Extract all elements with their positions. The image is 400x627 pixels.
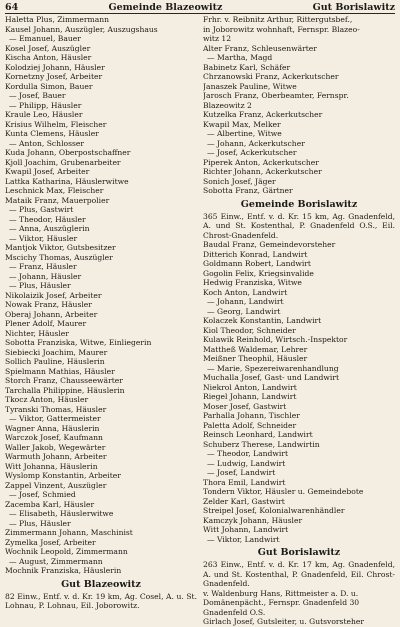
section-info-paragraph: 82 Einw., Entf. v. d. Kr. 19 km, Ag. Cosel, A. u. St. Lohnau, P. Lohnau, Eil. Joborowitz. — [5, 591, 197, 610]
directory-entry: — Johann, Häusler — [9, 271, 82, 281]
directory-entry: — Viktor, Gattermeister — [9, 414, 101, 423]
directory-entry: Kausel Johann, Auszügler, Auszugshaus — [5, 24, 158, 34]
header-center-title: Gemeinde Blazeowitz — [108, 2, 223, 13]
directory-entry: Nichter, Häusler — [5, 328, 69, 338]
directory-entry: — Albertine, Witwe — [207, 129, 282, 138]
directory-entry: Zacemba Karl, Häusler — [5, 499, 95, 509]
directory-entry: — Josef, Bauer — [9, 91, 66, 100]
directory-entry: Mochnik Franziska, Häuslerin — [5, 566, 122, 575]
directory-entry: — Johann, Ackerkutscher — [207, 138, 305, 148]
directory-entry: Baudal Franz, Gemeindevorsteher — [203, 240, 336, 249]
directory-entry: Kuda Johann, Oberpostschaffner — [5, 148, 131, 157]
directory-entry: Mataik Franz, Mauerpolier — [5, 195, 110, 205]
directory-entry: — Josef, Landwirt — [207, 468, 276, 477]
directory-entry: Chrzanowski Franz, Ackerkutscher — [203, 72, 339, 81]
directory-entry: — Franz, Häusler — [9, 262, 77, 271]
left-column — [5, 15, 197, 627]
directory-entry: — Theodor, Häusler — [9, 214, 86, 224]
section-info-paragraph: 365 Einw., Entf. v. d. Kr. 15 km, Ag. Gnadenfeld, A. und St. Kostenthal, P. Gnadenfeld O.S., Eil. Chrost-Gnadenfeld. — [203, 211, 395, 240]
directory-entry: Krisius Wilhelm, Fleischer — [5, 119, 107, 129]
section-heading-gemeinde-borislawitz: Gemeinde Borislawitz — [240, 198, 358, 210]
directory-entry: Zimmermann Johann, Maschinist — [5, 528, 133, 537]
directory-entry: — Anna, Auszüglerin — [9, 224, 90, 233]
directory-entry: witz 12 — [203, 34, 232, 43]
directory-entry: Kamczyk Johann, Häusler — [203, 515, 303, 525]
directory-entry: Moser Josef, Gastwirt — [203, 401, 287, 411]
directory-entry: Oberaj Johann, Arbeiter — [5, 309, 98, 319]
directory-entry: — Plus, Gastwirt — [9, 205, 74, 214]
directory-entry: Kordulla Simon, Bauer — [5, 81, 93, 91]
directory-entry: Wyslomp Konstantin, Arbeiter — [5, 471, 121, 480]
directory-entry: Kolodziej Johann, Häusler — [5, 62, 105, 72]
directory-entry: Jarosch Franz, Oberbeamter, Fernspr. — [203, 91, 349, 100]
directory-entry: in Joborowitz wohnhaft, Fernspr. Blazeo- — [203, 24, 360, 34]
directory-entry: Koch Anton, Landwirt — [203, 287, 288, 297]
directory-entry: Gogolin Felix, Kriegsinvalide — [203, 268, 314, 278]
directory-entry: Siebiecki Joachim, Maurer — [5, 347, 108, 357]
directory-entry: — Plus, Häusler — [9, 281, 71, 290]
directory-entry: Muchalla Josef, Gast- und Landwirt — [203, 373, 340, 382]
directory-entry: Kulawik Reinhold, Wirtsch.-Inspektor — [203, 335, 348, 344]
directory-entry: Sonich Josef, Jäger — [203, 176, 276, 186]
directory-entry: Kornetzny Josef, Arbeiter — [5, 72, 103, 81]
section-heading-gut-blazeowitz: Gut Blazeowitz — [61, 578, 141, 590]
directory-entry: Kutzelka Franz, Ackerkutscher — [203, 110, 323, 119]
directory-entry: — Marie, Spezereiwarenhandlung — [207, 363, 339, 373]
directory-entry: Leschnick Max, Fleischer — [5, 186, 104, 195]
directory-entry: Sollich Pauline, Häuslerin — [5, 357, 105, 366]
directory-entry: Warczok Josef, Kaufmann — [5, 433, 103, 442]
directory-entry: — Philipp, Häusler — [9, 100, 82, 110]
directory-entry: Blazeowitz 2 — [203, 100, 252, 110]
directory-entry: Kunta Clemens, Häusler — [5, 129, 99, 138]
directory-entry: Zappel Vinzent, Auszügler — [5, 480, 107, 490]
directory-entry: Sobotta Franz, Gärtner — [203, 186, 293, 195]
directory-entry: Goldmann Robert, Landwirt — [203, 259, 311, 268]
directory-entry: Paletta Adolf, Schneider — [203, 420, 297, 430]
directory-entry: — August, Zimmermann — [9, 556, 103, 566]
directory-entry: — Theodor, Landwirt — [207, 449, 289, 458]
directory-entry: Kwapil Max, Melker — [203, 119, 281, 129]
directory-entry: — Elisabeth, Häuslerwitwe — [9, 509, 114, 518]
directory-entry: Haletta Plus, Zimmermann — [5, 15, 110, 24]
directory-entry: Riegel Johann, Landwirt — [203, 392, 297, 401]
directory-entry: — Ludwig, Landwirt — [207, 458, 286, 468]
directory-entry: Waller Jakob, Wegewärter — [5, 442, 106, 452]
directory-entry: Piperek Anton, Ackerkutscher — [203, 157, 319, 167]
directory-entry: Wochnik Leopold, Zimmermann — [5, 547, 128, 556]
directory-entry: Kosel Josef, Auszügler — [5, 43, 91, 53]
directory-entry: Kwapil Josef, Arbeiter — [5, 167, 90, 176]
directory-entry: Lattka Katharina, Häuslerwitwe — [5, 176, 129, 186]
directory-entry: Witt Johanna, Häuslerin — [5, 461, 98, 471]
directory-entry: Mscichy Thomas, Auszügler — [5, 252, 113, 262]
directory-entry: — Emanuel, Bauer — [9, 34, 81, 43]
directory-entry: Babinetz Karl, Schäfer — [203, 62, 291, 72]
directory-entry: Kraule Leo, Häusler — [5, 110, 83, 119]
directory-entry: — Josef, Ackerkutscher — [207, 148, 297, 157]
section-info-paragraph: 263 Einw., Entf. v. d. Kr. 17 km, Ag. Gnadenfeld, A. und St. Kostenthal, P. Gnadenfeld, Eil. Chrost-Gnadenfeld. — [203, 560, 395, 588]
directory-entry: — Johann, Landwirt — [207, 297, 284, 306]
header-right-title: Gut Borislawitz — [312, 2, 395, 13]
directory-entry: Niekrol Anton, Landwirt — [203, 382, 297, 392]
directory-entry: Kiol Theodor, Schneider — [203, 325, 296, 335]
directory-entry: Witt Johann, Landwirt — [203, 525, 289, 534]
directory-entry: Tyranski Thomas, Häusler — [5, 404, 107, 414]
directory-entry: v. Waldenburg Hans, Rittmeister a. D. u. — [203, 588, 359, 598]
directory-entry: Janaszek Pauline, Witwe — [203, 81, 297, 91]
directory-entry: Domänenpächt., Fernspr. Gnadenfeld 30 — [203, 598, 360, 607]
directory-entry: Girlach Josef, Gutsleiter, u. Gutsvorsteher — [203, 617, 365, 626]
directory-entry: Parhalla Johann, Tischler — [203, 411, 300, 420]
directory-entry: Zelder Karl, Gastwirt — [203, 496, 285, 506]
directory-entry: — Georg, Landwirt — [207, 306, 281, 316]
directory-entry: Plener Adolf, Maurer — [5, 319, 87, 328]
directory-entry: Warmuth Johann, Arbeiter — [5, 452, 107, 461]
directory-entry: — Viktor, Landwirt — [207, 534, 280, 544]
directory-entry: — Plus, Häusler — [9, 518, 71, 528]
right-column — [203, 15, 395, 627]
directory-entry: Tarchalla Philippine, Häuslerin — [5, 385, 125, 395]
directory-entry: Wagner Anna, Häuslerin — [5, 423, 100, 433]
directory-entry: Thora Emil, Landwirt — [203, 477, 286, 487]
directory-entry: Frhr. v. Reibnitz Arthur, Rittergutsbef., — [203, 15, 353, 24]
directory-entry: Tondern Viktor, Häusler u. Gemeindebote — [203, 487, 364, 496]
directory-entry: Hedwig Franziska, Witwe — [203, 278, 302, 287]
directory-entry: Zymelka Josef, Arbeiter — [5, 537, 96, 547]
directory-entry: Richter Johann, Ackerkutscher — [203, 167, 322, 176]
directory-entry: — Anton, Schlosser — [9, 138, 84, 148]
page-header — [5, 2, 395, 14]
directory-entry: Tkocz Anton, Häusler — [5, 395, 89, 404]
directory-entry: Kjoll Joachim, Grubenarbeiter — [5, 157, 121, 167]
directory-entry: Kolaczek Konstantin, Landwirt — [203, 316, 322, 325]
directory-entry: Gnadenfeld O.S. — [203, 607, 266, 617]
directory-entry: Meißner Theophil, Häusler — [203, 354, 308, 363]
directory-entry: — Josef, Schmied — [9, 490, 76, 499]
directory-entry: Storch Franz, Chausseewärter — [5, 376, 123, 385]
directory-entry: Ditterich Konrad, Landwirt — [203, 249, 308, 259]
directory-entry: Streipel Josef, Kolonialwarenhändler — [203, 506, 345, 515]
section-heading-gut-borislawitz: Gut Borislawitz — [257, 547, 341, 558]
directory-entry: Nikolaizik Josef, Arbeiter — [5, 290, 102, 300]
two-column-body — [5, 15, 395, 627]
directory-entry: Mantjok Viktor, Gutsbesitzer — [5, 243, 116, 252]
directory-entry: Spielmann Mathias, Häusler — [5, 366, 115, 376]
directory-entry: Mattheß Waldemar, Lehrer — [203, 344, 308, 354]
directory-entry: Sobotta Franziska, Witwe, Einliegerin — [5, 338, 152, 347]
directory-entry: Alter Franz, Schleusenwärter — [203, 43, 317, 53]
directory-entry: Schuberz Therese, Landwirtin — [203, 439, 320, 449]
directory-entry: — Martha, Magd — [207, 53, 273, 62]
directory-entry: Kischa Anton, Häusler — [5, 53, 92, 62]
directory-entry: Nowak Franz, Häusler — [5, 300, 92, 309]
directory-entry: Reinsch Leonhard, Landwirt — [203, 430, 313, 439]
directory-entry: — Viktor, Häusler — [9, 233, 78, 243]
page-number: 64 — [5, 2, 19, 13]
